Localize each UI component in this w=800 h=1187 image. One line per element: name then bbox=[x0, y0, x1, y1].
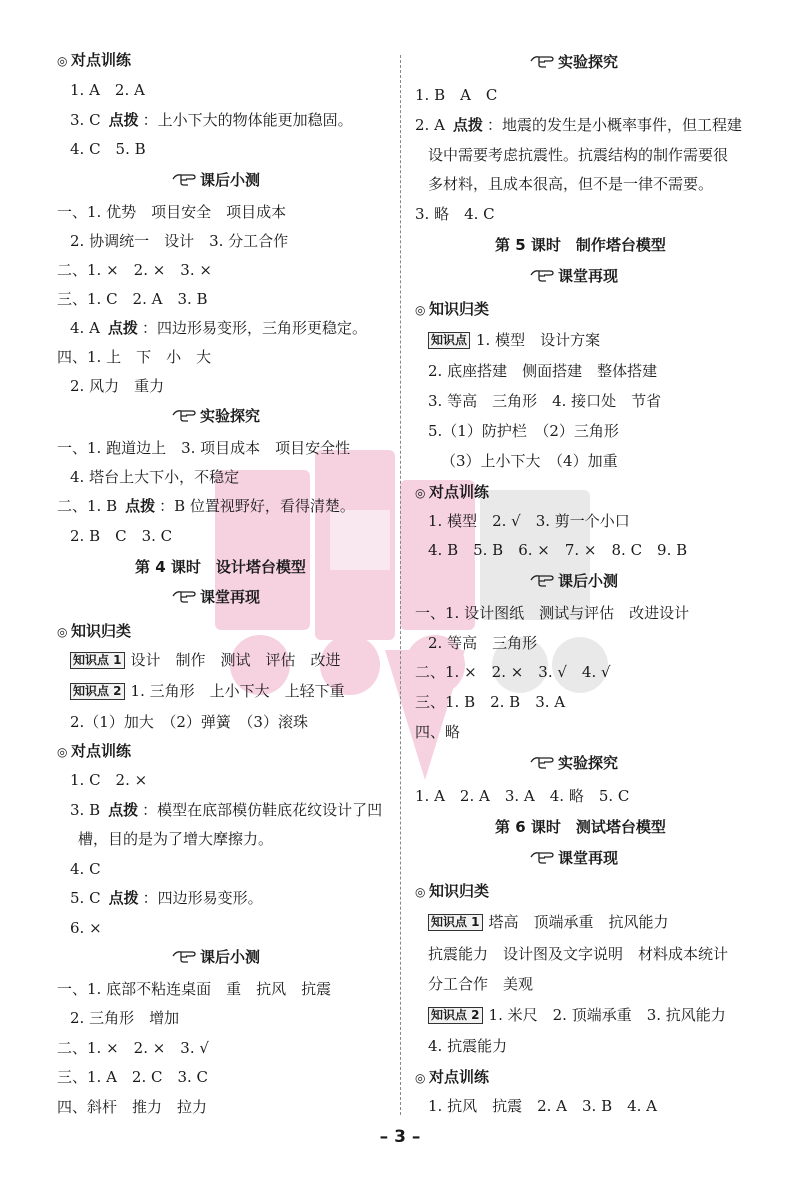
answer-text: 设计 制作 测试 评估 改进 bbox=[130, 651, 341, 669]
section-title: 实验探究 bbox=[558, 754, 619, 772]
answer-line: 2. 底座搭建 侧面搭建 整体搭建 bbox=[428, 362, 658, 380]
answer-line: 一、1. 优势 项目安全 项目成本 bbox=[57, 203, 287, 221]
knowledge-tag: 知识点 bbox=[428, 332, 470, 349]
answer-line: 4. C 5. B bbox=[70, 140, 146, 158]
hint-label: 点拨 bbox=[108, 801, 139, 819]
section-heading-ke-tang bbox=[530, 266, 618, 286]
knowledge-tag: 知识点 1 bbox=[428, 914, 483, 931]
answer-text: 塔高 顶端承重 抗风能力 bbox=[488, 913, 669, 931]
lesson-title: 第 4 课时 设计塔台模型 bbox=[135, 558, 306, 576]
answer-text: 1. 米尺 2. 顶端承重 3. 抗风能力 bbox=[488, 1006, 726, 1024]
section-heading-shi-yan bbox=[530, 753, 618, 773]
section-title: 对点训练 bbox=[429, 483, 490, 501]
column-divider bbox=[400, 55, 401, 1115]
answer-line bbox=[57, 496, 355, 516]
answer-line: 6. × bbox=[70, 919, 102, 937]
answer-line: 2. 协调统一 设计 3. 分工合作 bbox=[70, 232, 289, 250]
section-heading-ke-hou bbox=[172, 170, 260, 190]
answer-line bbox=[70, 110, 353, 130]
answer-line: 3. 等高 三角形 4. 接口处 节省 bbox=[428, 392, 662, 410]
pointing-hand-icon bbox=[172, 408, 196, 422]
answer-line: 1. 抗风 抗震 2. A 3. B 4. A bbox=[428, 1097, 658, 1115]
pointing-hand-icon bbox=[530, 54, 554, 68]
section-heading-shi-yan bbox=[530, 52, 618, 72]
pointing-hand-icon bbox=[172, 589, 196, 603]
bullet-icon: ◎ bbox=[57, 745, 68, 759]
answer-line: 二、1. × 2. × 3. √ 4. √ bbox=[415, 663, 611, 681]
hint-label: 点拨 bbox=[107, 319, 138, 337]
pointing-hand-icon bbox=[530, 573, 554, 587]
section-heading-shi-yan bbox=[172, 406, 260, 426]
answer-line: 槽，目的是为了增大摩擦力。 bbox=[78, 830, 274, 848]
knowledge-tag: 知识点 1 bbox=[70, 652, 125, 669]
section-heading-dui-dian bbox=[57, 741, 131, 762]
answer-line: 4. 抗震能力 bbox=[428, 1037, 508, 1055]
answer-line bbox=[70, 650, 341, 670]
answer-line: 分工合作 美观 bbox=[428, 975, 534, 993]
answer-line: 抗震能力 设计图及文字说明 材料成本统计 bbox=[428, 945, 729, 963]
answer-line: 4. C bbox=[70, 860, 101, 878]
answer-text: 5. C bbox=[70, 889, 101, 907]
section-title: 知识归类 bbox=[429, 300, 490, 318]
hint-text: ：上小下大的物体能更加稳固。 bbox=[142, 111, 353, 129]
section-title: 课堂再现 bbox=[200, 588, 261, 606]
section-heading-ke-tang bbox=[172, 587, 260, 607]
section-title: 课后小测 bbox=[558, 572, 619, 590]
answer-line: 一、1. 底部不粘连桌面 重 抗风 抗震 bbox=[57, 980, 332, 998]
answer-line: 二、1. × 2. × 3. √ bbox=[57, 1039, 209, 1057]
answer-line bbox=[70, 318, 367, 338]
answer-line: 2.（1）加大 （2）弹簧 （3）滚珠 bbox=[70, 713, 308, 731]
section-heading-ke-tang bbox=[530, 848, 618, 868]
answer-line: 1. A 2. A 3. A 4. 略 5. C bbox=[415, 787, 630, 805]
answer-line bbox=[428, 912, 669, 932]
bullet-icon: ◎ bbox=[415, 885, 426, 899]
page-number: – 3 – bbox=[379, 1127, 421, 1147]
hint-label: 点拨 bbox=[125, 497, 156, 515]
section-title: 对点训练 bbox=[71, 742, 132, 760]
answer-line: 1. 模型 2. √ 3. 剪一个小口 bbox=[428, 512, 630, 530]
section-heading-ke-hou bbox=[530, 571, 618, 591]
answer-line: 3. 略 4. C bbox=[415, 205, 495, 223]
answer-line: 四、斜杆 推力 拉力 bbox=[57, 1098, 208, 1116]
section-title: 实验探究 bbox=[200, 407, 261, 425]
bullet-icon: ◎ bbox=[57, 625, 68, 639]
pointing-hand-icon bbox=[172, 172, 196, 186]
answer-line: 2. 三角形 增加 bbox=[70, 1009, 180, 1027]
hint-text: ：地震的发生是小概率事件，但工程建 bbox=[486, 116, 742, 134]
answer-text: 4. A bbox=[70, 319, 100, 337]
section-title: 课后小测 bbox=[200, 948, 261, 966]
answer-line: 4. B 5. B 6. × 7. × 8. C 9. B bbox=[428, 541, 688, 559]
answer-text: 1. 三角形 上小下大 上轻下重 bbox=[130, 682, 345, 700]
answer-line: 一、1. 跑道边上 3. 项目成本 项目安全性 bbox=[57, 439, 351, 457]
answer-line: 4. 塔台上大下小，不稳定 bbox=[70, 468, 240, 486]
section-title: 课堂再现 bbox=[558, 849, 619, 867]
answer-text: 二、1. B bbox=[57, 497, 118, 515]
bullet-icon: ◎ bbox=[415, 303, 426, 317]
answer-text: 2. A bbox=[415, 116, 445, 134]
section-heading-zhi-shi bbox=[415, 881, 489, 902]
knowledge-tag: 知识点 2 bbox=[70, 683, 125, 700]
hint-text: ：模型在底部模仿鞋底花纹设计了凹 bbox=[142, 801, 383, 819]
section-title: 课后小测 bbox=[200, 171, 261, 189]
hint-label: 点拨 bbox=[108, 889, 139, 907]
answer-text: 3. C bbox=[70, 111, 101, 129]
lesson-title: 第 6 课时 测试塔台模型 bbox=[495, 818, 666, 836]
bullet-icon: ◎ bbox=[415, 1071, 426, 1085]
bullet-icon: ◎ bbox=[415, 486, 426, 500]
answer-line bbox=[428, 330, 600, 350]
answer-line: 三、1. A 2. C 3. C bbox=[57, 1068, 209, 1086]
answer-line: 二、1. × 2. × 3. × bbox=[57, 261, 212, 279]
hint-text: ：四边形易变形，三角形更稳定。 bbox=[141, 319, 367, 337]
answer-line: 1. C 2. × bbox=[70, 771, 148, 789]
section-heading-dui-dian bbox=[415, 1067, 489, 1088]
pointing-hand-icon bbox=[530, 268, 554, 282]
answer-line: 一、1. 设计图纸 测试与评估 改进设计 bbox=[415, 604, 690, 622]
pointing-hand-icon bbox=[530, 755, 554, 769]
section-heading-zhi-shi bbox=[57, 621, 131, 642]
hint-label: 点拨 bbox=[452, 116, 483, 134]
answer-line: 四、略 bbox=[415, 723, 461, 741]
section-title: 课堂再现 bbox=[558, 267, 619, 285]
answer-line: 多材料，且成本很高，但不是一律不需要。 bbox=[428, 175, 714, 193]
section-heading-dui-dian bbox=[57, 50, 131, 71]
answer-text: 1. 模型 设计方案 bbox=[476, 331, 601, 349]
answer-line: 1. B A C bbox=[415, 86, 498, 104]
answer-line bbox=[70, 800, 382, 820]
section-title: 对点训练 bbox=[429, 1068, 490, 1086]
pointing-hand-icon bbox=[172, 949, 196, 963]
answer-line bbox=[70, 681, 345, 701]
section-title: 实验探究 bbox=[558, 53, 619, 71]
bullet-icon: ◎ bbox=[57, 54, 68, 68]
answer-line: 三、1. B 2. B 3. A bbox=[415, 693, 566, 711]
section-heading-ke-hou bbox=[172, 947, 260, 967]
answer-line: （3）上小下大 （4）加重 bbox=[441, 452, 618, 470]
answer-line: 2. 等高 三角形 bbox=[428, 634, 538, 652]
lesson-title: 第 5 课时 制作塔台模型 bbox=[495, 236, 666, 254]
answer-line: 三、1. C 2. A 3. B bbox=[57, 290, 208, 308]
answer-line: 四、1. 上 下 小 大 bbox=[57, 348, 212, 366]
answer-line: 2. B C 3. C bbox=[70, 527, 173, 545]
answer-line bbox=[415, 115, 742, 135]
answer-line bbox=[428, 1005, 726, 1025]
answer-line: 2. 风力 重力 bbox=[70, 377, 165, 395]
answer-text: 3. B bbox=[70, 801, 101, 819]
section-title: 对点训练 bbox=[71, 51, 132, 69]
section-title: 知识归类 bbox=[429, 882, 490, 900]
knowledge-tag: 知识点 2 bbox=[428, 1007, 483, 1024]
hint-text: ：B 位置视野好，看得清楚。 bbox=[159, 497, 355, 515]
section-title: 知识归类 bbox=[71, 622, 132, 640]
answer-line: 1. A 2. A bbox=[70, 81, 145, 99]
section-heading-zhi-shi bbox=[415, 299, 489, 320]
pointing-hand-icon bbox=[530, 850, 554, 864]
answer-line: 设中需要考虑抗震性。抗震结构的制作需要很 bbox=[428, 146, 729, 164]
answer-line: 5.（1）防护栏 （2）三角形 bbox=[428, 422, 619, 440]
hint-text: ：四边形易变形。 bbox=[142, 889, 263, 907]
hint-label: 点拨 bbox=[108, 111, 139, 129]
section-heading-dui-dian bbox=[415, 482, 489, 503]
answer-line bbox=[70, 888, 263, 908]
